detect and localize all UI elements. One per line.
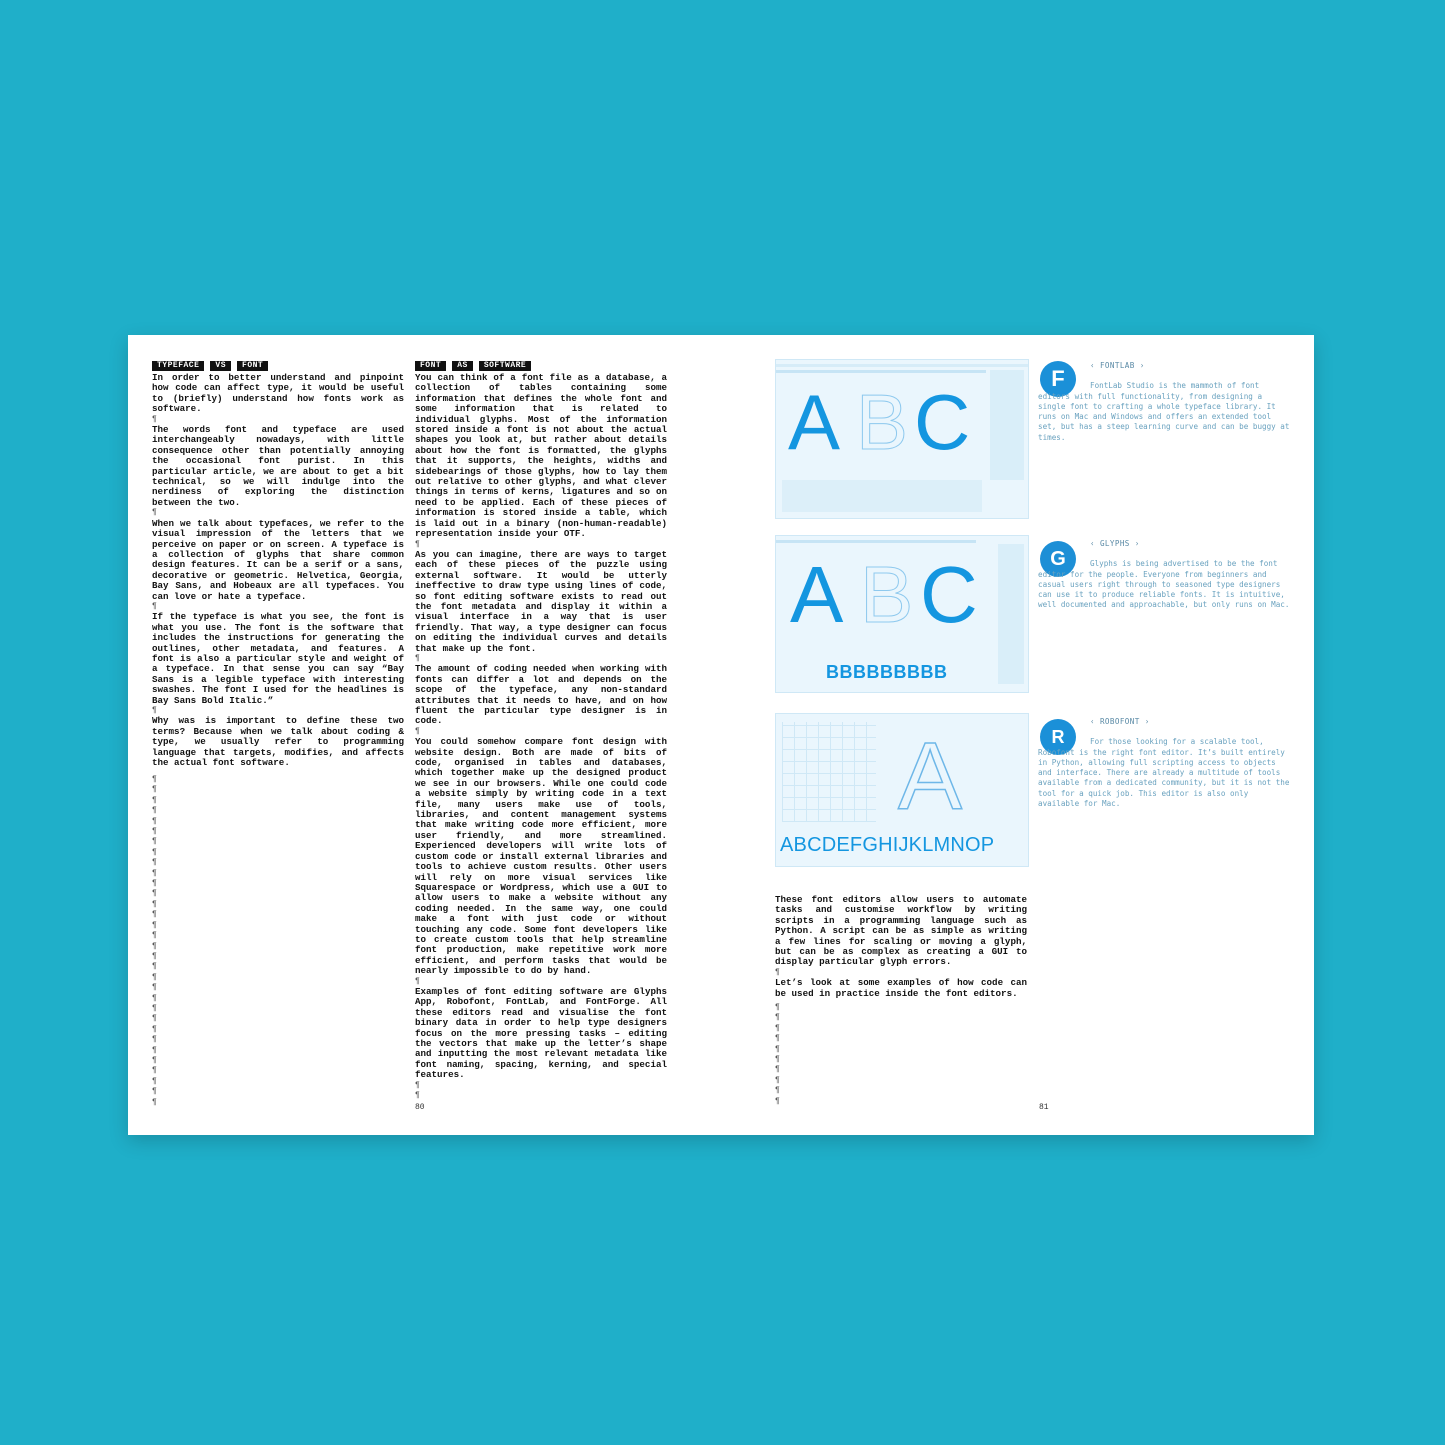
pilcrow: ¶ bbox=[152, 889, 157, 899]
paragraph: If the typeface is what you see, the font is what you use. The font is the software that includes the instructions for generating the outlines, other metadata, and features. A font is also a particular style and weight of a typeface. In that sense you can say “Bay Sans is a legible typeface with interesting swashes. The font I used for the headlines is Bay Sans Bold Italic.” bbox=[152, 611, 404, 706]
pilcrow: ¶ bbox=[152, 414, 157, 424]
pilcrow: ¶ bbox=[152, 508, 157, 518]
glyph-c: C bbox=[920, 550, 978, 639]
pilcrow: ¶ bbox=[775, 1055, 780, 1065]
pilcrow: ¶ bbox=[152, 951, 157, 961]
paragraph: These font editors allow users to automate tasks and customise workflow by writing scripts in a programming language such as Python. A script can be as simple as writing a few lines for scaling or moving a glyph, but can be as complex as creating a GUI to display particular glyph errors. bbox=[775, 894, 1027, 968]
pilcrow: ¶ bbox=[152, 962, 157, 972]
pilcrow: ¶ bbox=[775, 1096, 780, 1106]
glyph-b-outline: B bbox=[856, 378, 909, 466]
robofont-screenshot bbox=[775, 713, 1029, 867]
pilcrow: ¶ bbox=[775, 1065, 780, 1075]
glyphs-screenshot bbox=[775, 535, 1029, 693]
heading-tag: FONT bbox=[415, 361, 446, 371]
alphabet-row: ABCDEFGHIJKLMNOP bbox=[780, 834, 995, 856]
sidebar-text: Glyphs is being advertised to be the font editor for the people. Everyone from beginners and casual users right through to seasoned type designers can use it to produce reliable fonts. It is intuitive, well documented and approachable, but only runs on Mac. bbox=[1038, 559, 1290, 610]
paragraph: As you can imagine, there are ways to target each of these pieces of the puzzle using external software. It would be utterly ineffective to draw type using lines of code, so font editing software exists to read out the font metadata and display it within a visual interface in a way that is user friendly. That way, a type designer can focus on editing the individual curves and details that make up the font. bbox=[415, 548, 667, 654]
pilcrow: ¶ bbox=[775, 1023, 780, 1033]
pilcrow: ¶ bbox=[152, 920, 157, 930]
pilcrow: ¶ bbox=[775, 1034, 780, 1044]
heading-tag: TYPEFACE bbox=[152, 361, 204, 371]
paragraph: In order to better understand and pinpoint how code can affect type, it would be useful to (briefly) understand how fonts work as software. bbox=[152, 372, 404, 415]
pilcrow: ¶ bbox=[152, 983, 157, 993]
right-main-text bbox=[775, 895, 1027, 999]
pilcrow: ¶ bbox=[415, 976, 420, 986]
pilcrow: ¶ bbox=[152, 837, 157, 847]
paragraph: You could somehow compare font design with website design. Both are made of bits of code, organised in tables and databases, which together make up the designed product we see in our browsers. While one could code a website simply by writing code in a text file, many users make use of tools, libraries, and content management systems that make writing code more efficient, more user friendly, and more streamlined. Experienced developers will write lots of custom code or install external libraries and tools to achieve custom results. Other users will rely on more visual services like Squarespace or Wordpress, which use a GUI to allow users to make a website without any coding needed. In the same way, one could make a font with just code or without touching any code. Some font developers like to create custom tools that help streamline font production, make repetitive work more efficient, and perform tasks that would be nearly impossible to do by hand. bbox=[415, 736, 667, 977]
glyph-c: C bbox=[914, 378, 971, 466]
pilcrow: ¶ bbox=[152, 931, 157, 941]
paragraph: Examples of font editing software are Glyphs App, Robofont, FontLab, and FontForge. All these editors read and visualise the font binary data in order to help type designers focus on the more pressing tasks – editing the vectors that make up the letter’s shape and inputting the most relevant metadata like font naming, spacing, kerning, and special features. bbox=[415, 985, 667, 1081]
sidebar-glyphs bbox=[1038, 539, 1290, 611]
sidebar-title: ‹ FONTLAB › bbox=[1090, 361, 1145, 370]
sidebar-text: For those looking for a scalable tool, Robofont is the right font editor. It’s built entirely in Python, allowing full scripting access to objects and interface. There are already a multitude of tools available from a dedicated community, but it is not the tool for a quick job. This editor is also only available for Mac. bbox=[1038, 737, 1290, 809]
pilcrow: ¶ bbox=[152, 1003, 157, 1013]
robofont-logo: R bbox=[1040, 719, 1076, 755]
pilcrow: ¶ bbox=[415, 1091, 420, 1101]
pilcrow: ¶ bbox=[152, 806, 157, 816]
glyph-a: A bbox=[788, 378, 841, 466]
glyph-b-outline: B bbox=[860, 550, 914, 639]
paragraph: Let’s look at some examples of how code can be used in practice inside the font editors. bbox=[775, 977, 1027, 999]
heading-tag: FONT bbox=[237, 361, 268, 371]
pilcrow: ¶ bbox=[152, 706, 157, 715]
heading-tag: SOFTWARE bbox=[479, 361, 531, 371]
page-number-right: 81 bbox=[1039, 1103, 1049, 1112]
panel-strip bbox=[998, 544, 1024, 684]
paragraph: When we talk about typefaces, we refer to the visual impression of the letters that we perceive on paper or on screen. A typeface is a collection of glyphs that share common design features. It can be a serif or a sans, decorative or geometric. Helvetica, Georgia, Bay Sans, and Hobeaux are all typefaces. You can love or hate a typeface. bbox=[152, 517, 404, 602]
page-number-left: 80 bbox=[415, 1103, 425, 1112]
toolbar-strip bbox=[776, 364, 1028, 367]
pilcrow: ¶ bbox=[415, 726, 420, 736]
pilcrow: ¶ bbox=[415, 653, 420, 663]
glyphs-logo: G bbox=[1040, 541, 1076, 577]
fontlab-screenshot bbox=[775, 359, 1029, 519]
pilcrow: ¶ bbox=[152, 858, 157, 868]
sidebar-robofont bbox=[1038, 717, 1290, 809]
pilcrow: ¶ bbox=[152, 993, 157, 1003]
pilcrow: ¶ bbox=[415, 1080, 420, 1090]
sidebar-text: FontLab Studio is the mammoth of font editors with full functionality, from designing a single font to crafting a whole typeface library. It runs on Mac and Windows and offers an extended tool set, but has a steep learning curve and can be buggy at times. bbox=[1038, 381, 1290, 442]
glyph-grid bbox=[782, 722, 876, 822]
pilcrow: ¶ bbox=[152, 1024, 157, 1034]
pilcrow-run bbox=[775, 1003, 785, 1113]
pilcrow: ¶ bbox=[152, 1045, 157, 1055]
weights-row: BBBBBBBBB bbox=[826, 662, 948, 682]
pilcrow: ¶ bbox=[152, 785, 157, 795]
pilcrow: ¶ bbox=[152, 816, 157, 826]
left-column-2 bbox=[415, 361, 667, 1101]
pilcrow: ¶ bbox=[152, 775, 157, 784]
pilcrow: ¶ bbox=[152, 1014, 157, 1024]
pilcrow: ¶ bbox=[152, 795, 157, 805]
glyph-a: A bbox=[790, 550, 844, 639]
pilcrow: ¶ bbox=[152, 1076, 157, 1086]
heading-tag: AS bbox=[452, 361, 473, 371]
toolbar-strip bbox=[776, 540, 976, 543]
pilcrow: ¶ bbox=[775, 1013, 780, 1023]
pilcrow: ¶ bbox=[775, 1044, 780, 1054]
sidebar-title: ‹ GLYPHS › bbox=[1090, 539, 1140, 548]
glyph-a-outline: A bbox=[898, 723, 963, 830]
pilcrow-run bbox=[152, 775, 162, 1115]
pilcrow: ¶ bbox=[152, 827, 157, 837]
sidebar-title: ‹ ROBOFONT › bbox=[1090, 717, 1150, 726]
pilcrow: ¶ bbox=[775, 1003, 780, 1012]
panel-strip bbox=[990, 370, 1024, 480]
pilcrow: ¶ bbox=[152, 601, 157, 611]
paragraph: Why was is important to define these two terms? Because when we talk about coding & type, we usually refer to programming language that targets, modifies, and affects the actual font software. bbox=[152, 715, 404, 769]
pilcrow: ¶ bbox=[152, 1055, 157, 1065]
heading-tag: VS bbox=[210, 361, 231, 371]
pilcrow: ¶ bbox=[152, 899, 157, 909]
toolbar-strip bbox=[776, 370, 986, 373]
pilcrow: ¶ bbox=[775, 967, 780, 977]
pilcrow: ¶ bbox=[152, 1087, 157, 1097]
pilcrow: ¶ bbox=[152, 1097, 157, 1107]
heading-font-as-software bbox=[415, 361, 667, 371]
paragraph: You can think of a font file as a database, a collection of tables containing some information that defines the whole font and some information that is related to individual glyphs. Most of the information stored inside a font is not about the actual shapes you look at, but rather about details about how the font is formatted, the glyphs that it supports, the heights, widths and sidebearings of those glyphs, how to lay them out relative to other glyphs, and what clever things in terms of kerns, ligatures and so on need to be applied. Each of these pieces of information is stored inside a table, which is laid out in a binary (non-human-readable) representation inside your OTF. bbox=[415, 372, 667, 540]
pilcrow: ¶ bbox=[152, 1066, 157, 1076]
pilcrow: ¶ bbox=[152, 910, 157, 920]
pilcrow: ¶ bbox=[152, 879, 157, 889]
pilcrow: ¶ bbox=[775, 1086, 780, 1096]
sidebar-fontlab bbox=[1038, 361, 1290, 443]
magazine-spread bbox=[128, 335, 1314, 1135]
pilcrow: ¶ bbox=[152, 868, 157, 878]
pilcrow: ¶ bbox=[775, 1075, 780, 1085]
pilcrow: ¶ bbox=[415, 539, 420, 549]
heading-typeface-vs-font bbox=[152, 361, 404, 371]
paragraph: The words font and typeface are used interchangeably nowadays, with little consequence other than potentially annoying the occasional font purist. In this particular article, we are about to get a bit technical, so we will indulge into the nerdiness of exploring the distinction between the two. bbox=[152, 424, 404, 508]
pilcrow: ¶ bbox=[152, 972, 157, 982]
pilcrow: ¶ bbox=[152, 941, 157, 951]
pilcrow: ¶ bbox=[152, 1035, 157, 1045]
pilcrow: ¶ bbox=[152, 847, 157, 857]
left-column-1 bbox=[152, 361, 404, 768]
fontlab-logo: F bbox=[1040, 361, 1076, 397]
paragraph: The amount of coding needed when working with fonts can differ a lot and depends on the scope of the typeface, any non-standard attributes that it needs to have, and on how fluent the particular type designer is in code. bbox=[415, 663, 667, 727]
panel-strip bbox=[782, 480, 982, 512]
